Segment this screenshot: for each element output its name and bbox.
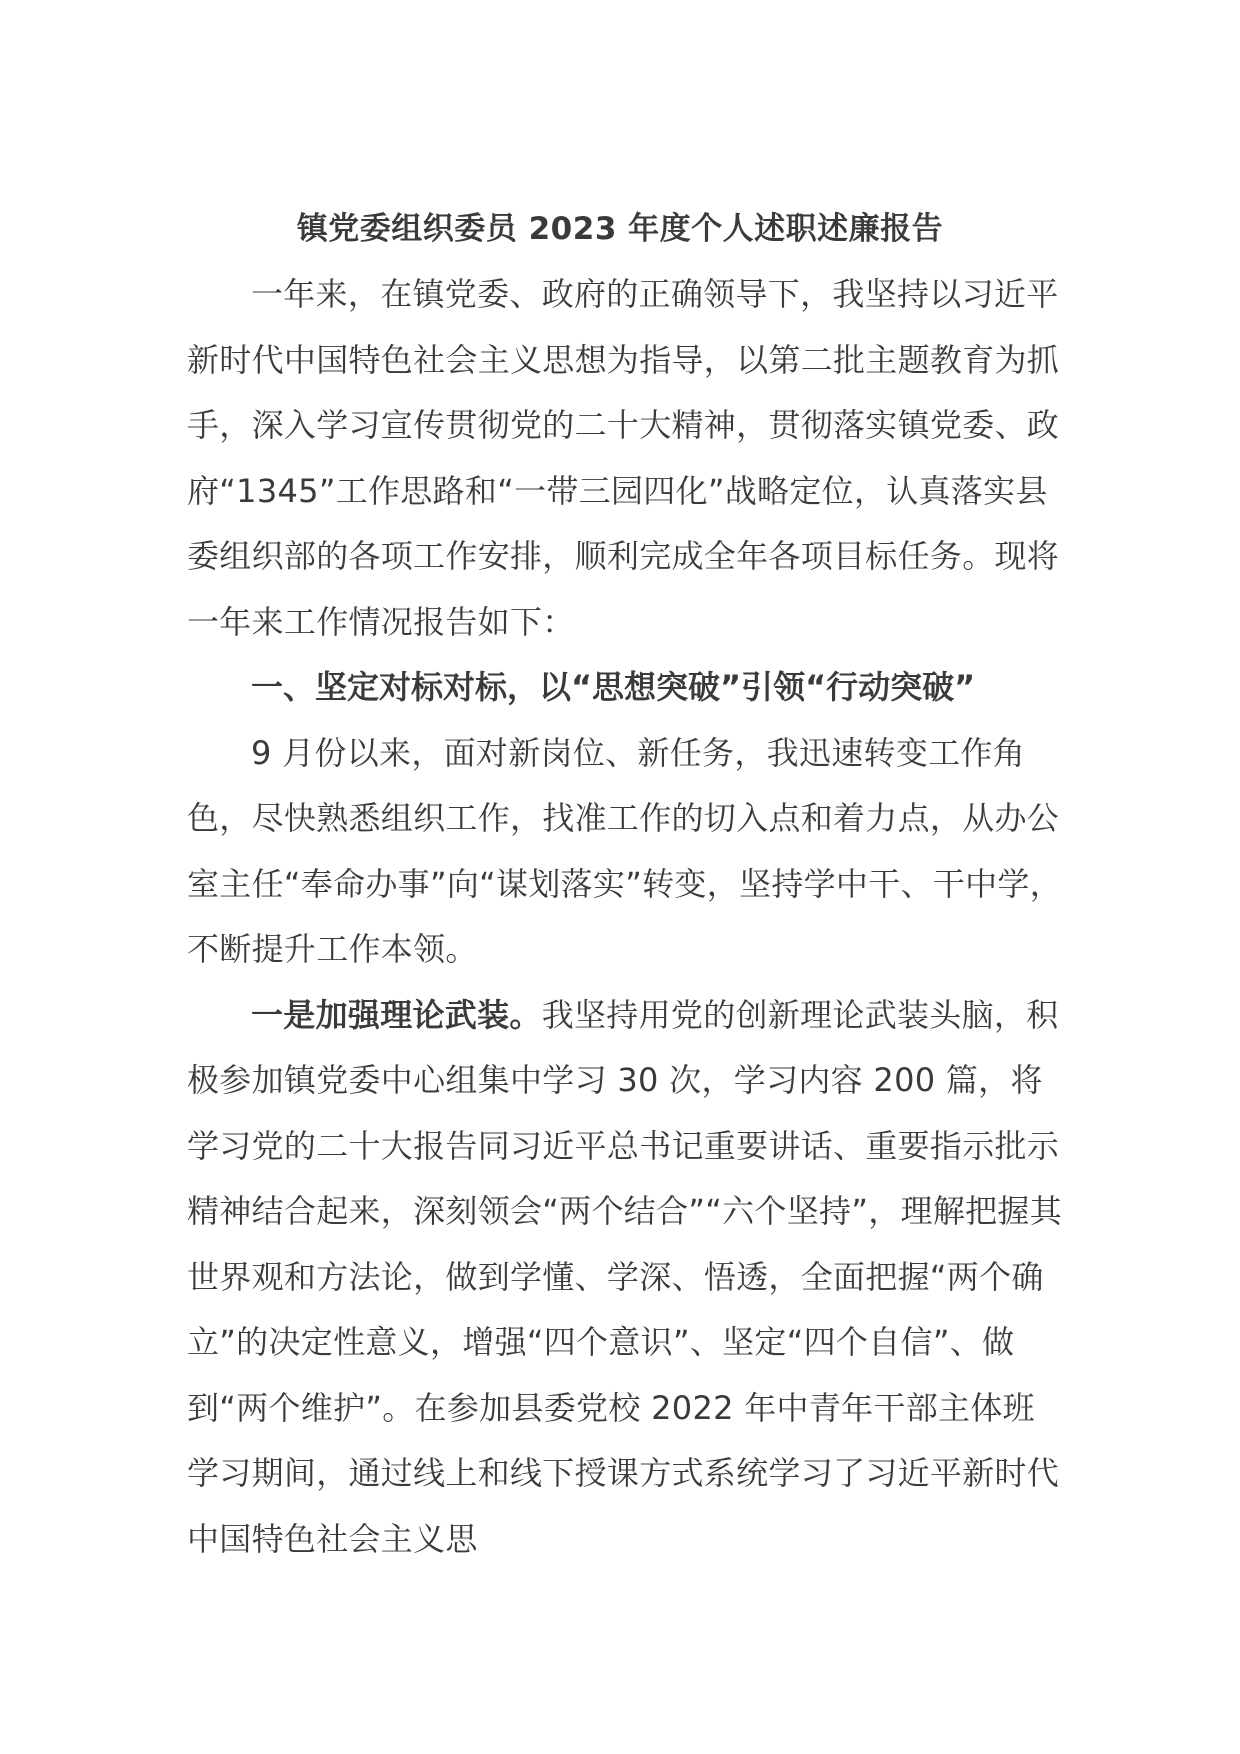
item-1-lead: 一是加强理论武装。	[251, 995, 542, 1034]
intro-paragraph: 一年来，在镇党委、政府的正确领导下，我坚持以习近平新时代中国特色社会主义思想为指导，以第二批主题教育为抓手，深入学习宣传贯彻党的二十大精神，贯彻落实镇党委、政府“1345”工作思路和“一带三园四化”战略定位，认真落实县委组织部的各项工作安排，顺利完成全年各项目标任务。现将一年来工作情况报告如下：	[187, 275, 1060, 641]
section-1-paragraph: 9 月份以来，面对新岗位、新任务，我迅速转变工作角色，尽快熟悉组织工作，找准工作的切入点和着力点，从办公室主任“奉命办事”向“谋划落实”转变，坚持学中干、干中学，不断提升工作本领。	[187, 733, 1063, 968]
document-title: 镇党委组织委员 2023 年度个人述职述廉报告	[296, 211, 944, 247]
section-1-heading: 一、坚定对标对标，以“思想突破”引领“行动突破”	[251, 668, 976, 706]
item-1-text: 我坚持用党的创新理论武装头脑，积极参加镇党委中心组集中学习 30 次，学习内容 200 篇，将学习党的二十大报告同习近平总书记重要讲话、重要指示批示精神结合起来，深刻领会“两个结合”“六个坚持”，理解把握其世界观和方法论，做到学懂、学深、悟透，全面把握“两个确立”的决定性意义，增强“四个意识”、坚定“四个自信”、做到“两个维护”。在参加县委党校 2022 年中青年干部主体班学习期间，通过线上和线下授课方式系统学习了习近平新时代中国特色社会主义思	[187, 995, 1063, 1558]
section-1-item-1	[187, 983, 1067, 1573]
document-page	[187, 196, 1067, 1572]
